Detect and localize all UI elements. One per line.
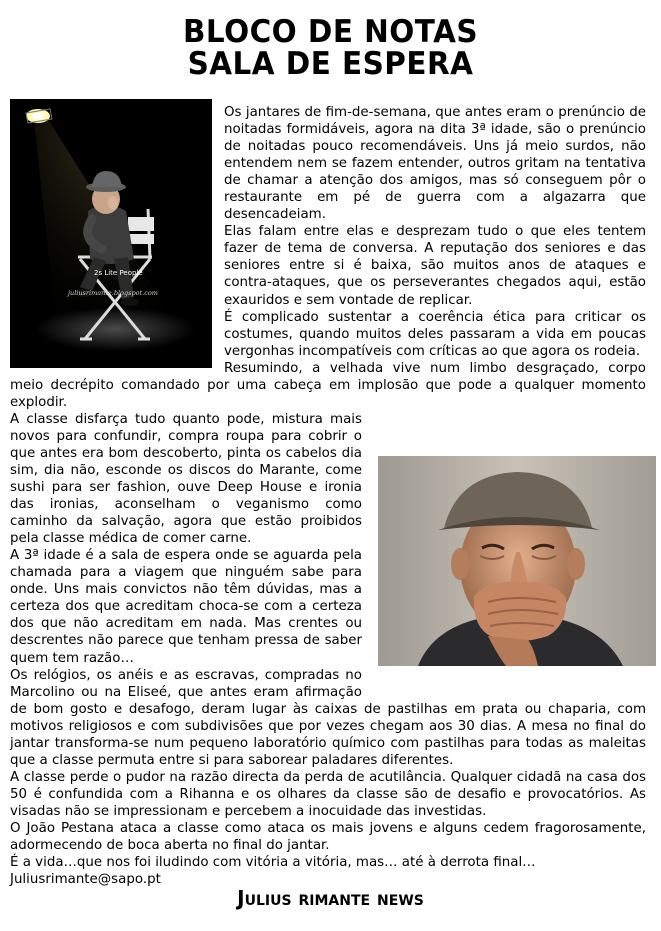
author-email: Juliusrimante@sapo.pt [10,872,161,887]
title-line-2: SALA DE ESPERA [187,46,474,82]
article-paragraph: O João Pestana ataca a classe como ataca os mais jovens e alguns cedem fragorosamente, adormecendo de boca aberta no final do jantar. [10,820,646,854]
article-paragraph: A 3ª idade é a sala de espera onde se aguarda pela chamada para a viagem que ninguém sabe para onde. Uns mais convictos não têm dúvidas, mas a certeza dos que acreditam choca-se com a certeza dos que não acreditam em nada. Mas crentes ou descrentes não parece que tenham pressa de saber quem tem razão… [10,548,362,666]
article-body [10,104,646,871]
article-paragraph: Os relógios, os anéis e as escravas, compradas no Marcolino ou na Eliseé, que antes eram afirmação de bom gosto e desafogo, deram lugar às caixas de pastilhas em prata ou chaparia, com motivos religiosos e com subdivisões que por vezes chegam aos 30 dias. A mesa no final do jantar transforma-se num pequeno laboratório químico com pastilhas para todas as maleitas que a classe permuta entre si para saborear paladares diferentes. [10,667,646,768]
image-brand-text: 2s Lite People [94,269,143,277]
article-paragraph: É a vida…que nos foi iludindo com vitória a vitória, mas… até à derrota final… [10,855,536,871]
article-paragraph: A classe disfarça tudo quanto pode, mistura mais novos para confundir, compra roupa para cobrir o que antes era bom descoberto, pinta os cabelos dia sim, dia não, esconde os discos do Marante, come sushi para ser fashion, ouve Deep House e ironia das ironias, aconselham o veganismo como caminho da salvação, agora que estão proibidos pela classe médica de comer carne. [10,411,362,547]
page-title [17,16,645,80]
article-paragraph: É complicado sustentar a coerência ética para criticar os costumes, quando muitos deles passaram a vida em poucas vergonhas incompatíveis com críticas ao que agora os rodeia. [224,309,646,359]
footer-brand-text: Julius rimante news [237,886,424,910]
article-paragraph: Resumindo, a velhada vive num limbo desgraçado, corpo meio decrépito comandado por uma cabeça em implosão que pode a qualquer momento explodir. [10,360,646,410]
title-line-1: BLOCO DE NOTAS [182,14,479,50]
footer-brand [0,886,661,910]
article-paragraph: A classe perde o pudor na razão directa da perda de acutilância. Qualquer cidadã na casa dos 50 é confundida com a Rihanna e os olhares da classe são de desafio e provocatórios. As visadas não se impressionam e percebem a inocuidade das investidas. [10,769,646,819]
article-paragraph: Elas falam entre elas e desprezam tudo o que eles tentem fazer de tema de conversa. A reputação dos seniores e das seniores entre si é baixa, são muitos anos de ataques e contra-ataques, que os perseverantes chegados aqui, estão exauridos e sem vontade de replicar. [224,224,646,308]
article-paragraph: Os jantares de fim-de-semana, que antes eram o prenúncio de noitadas formidáveis, agora na dita 3ª idade, são o prenúncio de noitadas pouco recomendáveis. Uns já meio surdos, não entendem nem se fazem entender, outros gritam na tentativa de chamar a atenção dos amigos, mas só conseguem pôr o restaurante em pé de guerra com a algazarra que desencadeiam. [224,105,646,223]
image-url-text: juliusrimante.blogspot.com [68,289,158,297]
